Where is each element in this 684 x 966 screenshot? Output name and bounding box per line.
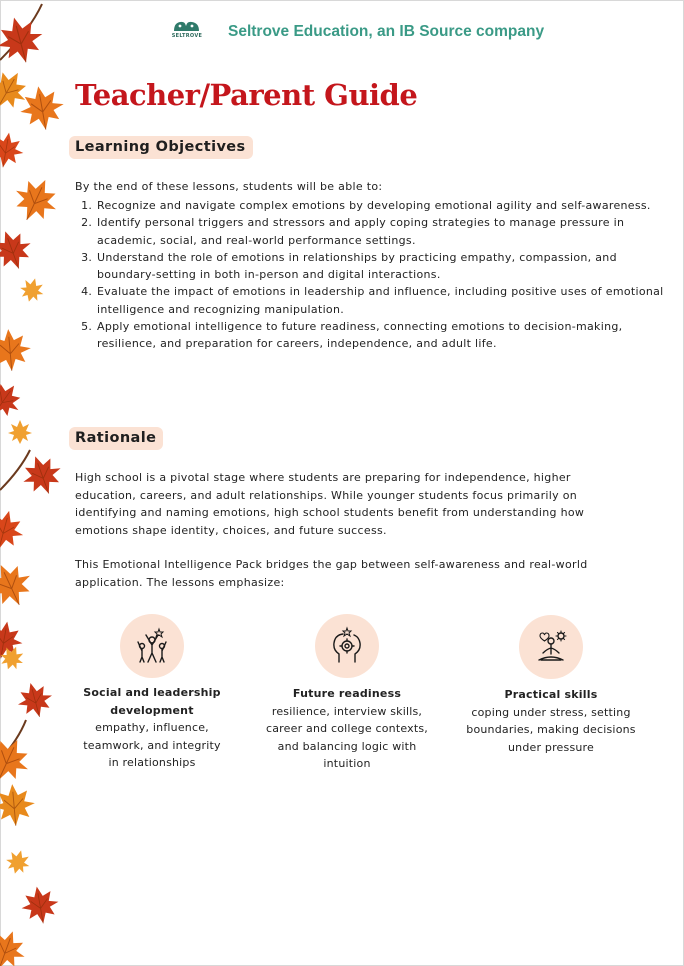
learning-objectives-heading: Learning Objectives	[69, 136, 253, 159]
head-gears-star-icon	[315, 614, 379, 678]
emphasis-card-practical	[456, 615, 646, 756]
autumn-leaves-border	[0, 0, 70, 966]
logo-mark-icon	[172, 20, 202, 32]
emphasis-description: coping under stress, setting boundaries, making decisions under pressure	[466, 705, 636, 754]
rationale-heading: Rationale	[69, 427, 163, 450]
emphasis-title: Practical skills	[504, 688, 598, 701]
team-celebration-icon	[120, 614, 184, 678]
emphasis-title: Social and leadership development	[83, 686, 221, 717]
emphasis-card-social	[77, 614, 227, 772]
company-name: Seltrove Education, an IB Source company	[228, 23, 545, 40]
emphasis-description: resilience, interview skills, career and college contexts, and balancing logic with intuition	[265, 704, 428, 771]
objective-item: 4. Evaluate the impact of emotions in leadership and influence, including positive uses of emotional intelligence and recognizing manipulation.	[96, 283, 676, 318]
objective-item: 1. Recognize and navigate complex emotions by developing emotional agility and self-awareness.	[96, 197, 676, 214]
objective-item: 2. Identify personal triggers and stressors and apply coping strategies to manage pressure in academic, social, and real-world performance settings.	[96, 214, 676, 249]
emphasis-description: empathy, influence, teamwork, and integrity in relationships	[83, 721, 221, 770]
objectives-intro: By the end of these lessons, students will be able to:	[75, 180, 383, 193]
meditation-heart-gear-icon	[519, 615, 583, 679]
emphasis-title: Future readiness	[292, 687, 402, 700]
page-title: Teacher/Parent Guide	[75, 78, 418, 112]
header	[170, 20, 544, 44]
objective-item: 5. Apply emotional intelligence to future readiness, connecting emotions to decision-making, resilience, and preparation for careers, independence, and adult life.	[96, 318, 676, 353]
seltrove-logo	[170, 20, 204, 44]
rationale-paragraph-2: This Emotional Intelligence Pack bridges the gap between self-awareness and real-world application. The lessons emphasize:	[75, 558, 588, 589]
logo-text: SELTROVE	[171, 33, 203, 39]
rationale-paragraph-1: High school is a pivotal stage where students are preparing for independence, higher education, careers, and adult relationships. While younger students focus primarily on identifying and naming emotions, high school students benefit from understanding how emotions shape identity, choices, and future success.	[75, 471, 585, 537]
objectives-list	[75, 197, 676, 353]
objective-item: 3. Understand the role of emotions in relationships by practicing empathy, compassion, and boundary-setting in both in-person and digital interactions.	[96, 249, 676, 284]
emphasis-card-future	[262, 614, 432, 773]
